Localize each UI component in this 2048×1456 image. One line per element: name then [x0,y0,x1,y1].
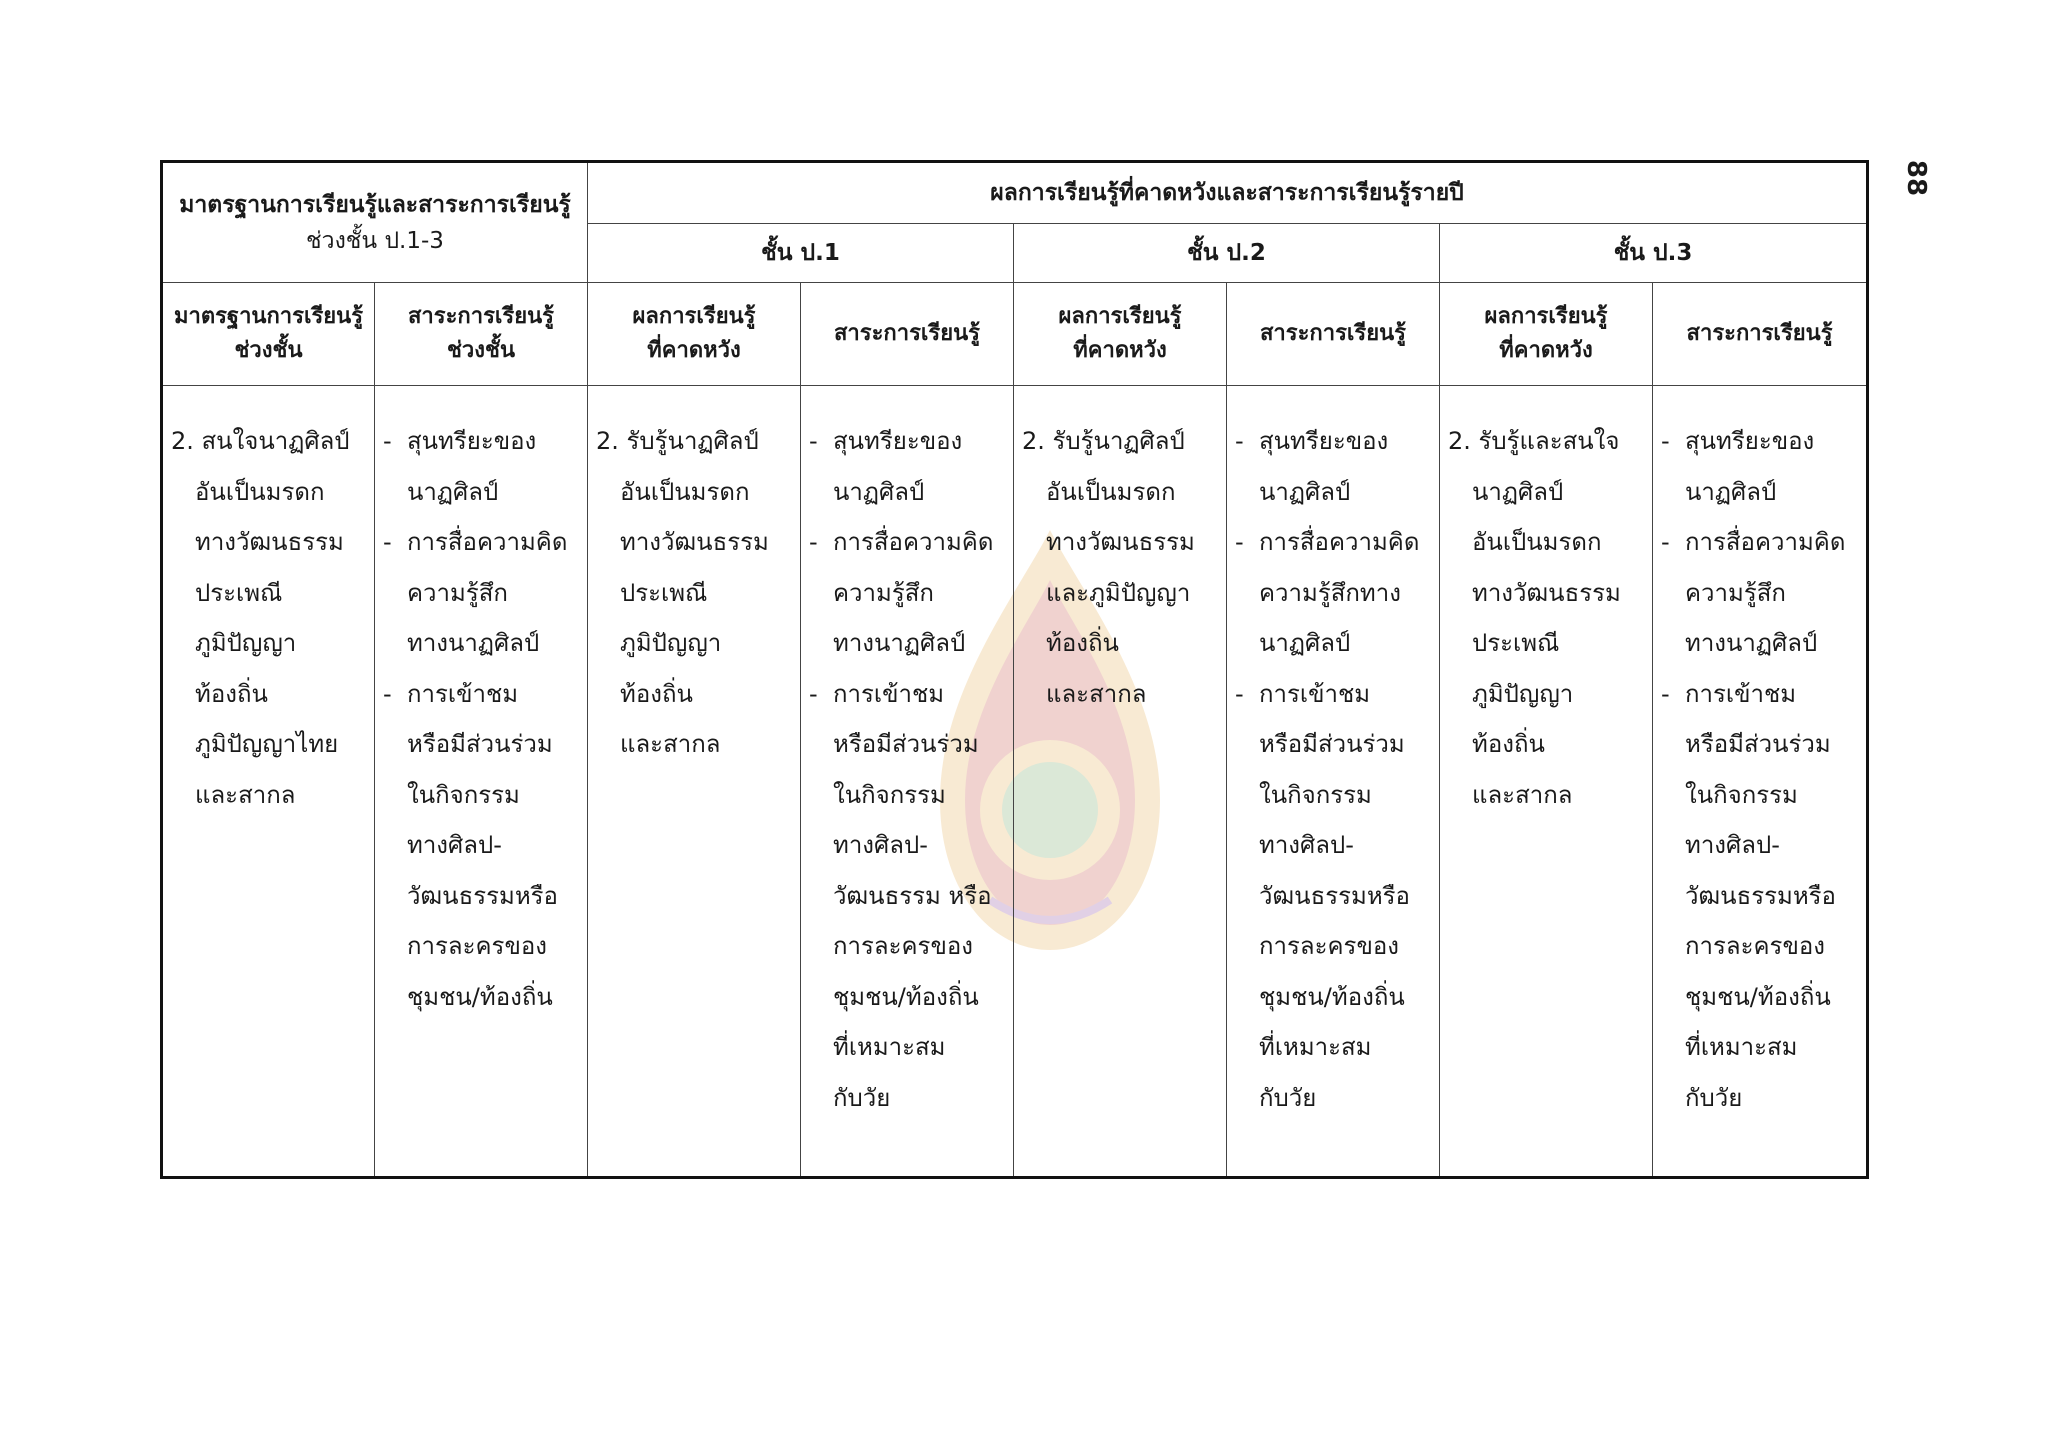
bullet-text: การสื่อความคิด [1685,528,1846,556]
bullet-continuation: วัฒนธรรม หรือ [833,881,992,910]
bullet-continuation: ชุมชน/ท้องถิ่น [407,982,553,1011]
bullet-continuation: หรือมีส่วนร่วม [407,730,553,758]
bullet-text: การเข้าชม [1259,679,1371,708]
text-line: อันเป็นมรดก [620,477,750,506]
item-heading: 2. สนใจนาฏศิลป์ [171,427,350,455]
bullet-continuation: นาฏศิลป์ [407,477,499,506]
subheader-p2-expected-line2: ที่คาดหวัง [1073,338,1167,363]
text-line: ประเพณี [1472,629,1560,657]
bullet-continuation: ทางนาฏศิลป์ [833,629,966,657]
subheader-p3-expected-line2: ที่คาดหวัง [1499,338,1593,363]
subheader-p2-expected [1014,283,1227,386]
bullet-continuation: การละครของ [407,932,547,960]
text-line: ทางวัฒนธรรม [620,528,769,556]
bullet-continuation: กับวัย [833,1083,891,1112]
bullet-text: การสื่อความคิด [833,528,994,556]
subheader-standard-line2: ช่วงชั้น [234,338,303,363]
cell-p3-expected [1440,386,1653,1178]
text-line: และสากล [1472,780,1573,809]
cell-p2-expected [1014,386,1227,1178]
subheader-p1-expected [588,283,801,386]
bullet-item [1235,517,1431,568]
text-line: ท้องถิ่น [620,679,693,708]
bullet-dash: - [809,679,818,708]
cell-p1-content [801,386,1014,1178]
bullet-continuation: ทางศิลป- [833,831,928,859]
bullet-dash: - [1661,427,1670,455]
text-line: ประเพณี [620,578,708,607]
subheader-content-range-line2: ช่วงชั้น [447,338,515,363]
text-line: ภูมิปัญญา [620,629,722,657]
cell-standard [162,386,375,1178]
bullet-dash: - [809,427,818,455]
cell-p2-content [1227,386,1440,1178]
bullet-item [1661,416,1858,467]
bullet-continuation: วัฒนธรรมหรือ [407,881,558,910]
bullet-item [1235,416,1431,467]
bullet-continuation: ในกิจกรรม [1259,780,1372,809]
bullet-text: การเข้าชม [1685,679,1797,708]
bullet-dash: - [383,528,392,556]
cell-p3-content [1653,386,1868,1178]
bullet-dash: - [1661,528,1670,556]
text-line: ท้องถิ่น [1046,629,1119,657]
cell-p1-expected [588,386,801,1178]
bullet-dash: - [809,528,818,556]
bullet-continuation: การละครของ [1259,932,1399,960]
text-line: อันเป็นมรดก [1046,477,1176,506]
bullet-continuation: ความรู้สึกทาง [1259,578,1401,607]
bullet-continuation: ชุมชน/ท้องถิ่น [1685,982,1831,1011]
bullet-continuation: การละครของ [1685,932,1825,960]
bullet-continuation: ที่เหมาะสม [1685,1033,1798,1061]
bullet-dash: - [1235,679,1244,708]
subheader-p1-content: สาระการเรียนรู้ [801,283,1014,386]
bullet-item [383,517,579,568]
subheader-p2-content: สาระการเรียนรู้ [1227,283,1440,386]
text-line: และสากล [195,780,296,809]
subheader-p1-expected-line1: ผลการเรียนรู้ [632,304,756,329]
header-grade-p1: ชั้น ป.1 [588,224,1014,283]
bullet-item [383,416,579,467]
bullet-item [809,669,1005,720]
bullet-item [809,416,1005,467]
bullet-continuation: ชุมชน/ท้องถิ่น [1259,982,1405,1011]
item-heading: 2. รับรู้นาฏศิลป์ [596,427,759,455]
bullet-continuation: การละครของ [833,932,973,960]
subheader-p3-expected [1440,283,1653,386]
text-line: ภูมิปัญญาไทย [195,730,339,758]
subheader-content-range-line1: สาระการเรียนรู้ [408,304,554,329]
bullet-dash: - [1661,679,1670,708]
bullet-continuation: วัฒนธรรมหรือ [1259,881,1410,910]
header-grade-p3: ชั้น ป.3 [1440,224,1868,283]
bullet-item [1661,517,1858,568]
bullet-continuation: ที่เหมาะสม [1259,1033,1372,1061]
bullet-continuation: ความรู้สึก [833,578,934,607]
bullet-continuation: ชุมชน/ท้องถิ่น [833,982,979,1011]
subheader-standard [162,283,375,386]
bullet-dash: - [1235,528,1244,556]
text-line: อันเป็นมรดก [195,477,325,506]
bullet-continuation: วัฒนธรรมหรือ [1685,881,1836,910]
subheader-p3-content: สาระการเรียนรู้ [1653,283,1868,386]
bullet-continuation: ในกิจกรรม [407,780,520,809]
bullet-continuation: นาฏศิลป์ [1259,629,1351,657]
bullet-dash: - [383,427,392,455]
bullet-continuation: หรือมีส่วนร่วม [1259,730,1405,758]
text-line: และสากล [620,730,721,758]
text-line: ภูมิปัญญา [195,629,297,657]
header-grade-p2: ชั้น ป.2 [1014,224,1440,283]
text-line: ภูมิปัญญา [1472,679,1574,708]
bullet-continuation: ที่เหมาะสม [833,1033,946,1061]
bullet-continuation: ทางนาฏศิลป์ [407,629,540,657]
bullet-item [1661,669,1858,720]
header-standards-title [162,162,588,283]
bullet-continuation: ความรู้สึก [1685,578,1786,607]
text-line: ประเพณี [195,578,283,607]
curriculum-table [160,160,1869,1179]
text-line: ทางวัฒนธรรม [1046,528,1195,556]
subheader-p3-expected-line1: ผลการเรียนรู้ [1484,304,1608,329]
cell-content-range [375,386,588,1178]
page-number: 88 [1901,159,1931,197]
subheader-standard-line1: มาตรฐานการเรียนรู้ [173,304,364,329]
bullet-continuation: หรือมีส่วนร่วม [833,730,979,758]
bullet-continuation: นาฏศิลป์ [1685,477,1777,506]
bullet-item [383,669,579,720]
bullet-continuation: นาฏศิลป์ [833,477,925,506]
bullet-item [1235,669,1431,720]
bullet-text: การเข้าชม [407,679,519,708]
item-heading: 2. รับรู้นาฏศิลป์ [1022,427,1185,455]
text-line: ท้องถิ่น [195,679,268,708]
bullet-text: การสื่อความคิด [1259,528,1420,556]
header-standards-title-line2: ช่วงชั้น ป.1-3 [306,227,444,254]
text-line: อันเป็นมรดก [1472,528,1602,556]
bullet-continuation: ทางนาฏศิลป์ [1685,629,1818,657]
text-line: และภูมิปัญญา [1046,578,1191,607]
text-line: และสากล [1046,679,1147,708]
subheader-p2-expected-line1: ผลการเรียนรู้ [1058,304,1182,329]
bullet-continuation: นาฏศิลป์ [1259,477,1351,506]
bullet-text: สุนทรียะของ [1685,427,1815,455]
item-heading: 2. รับรู้และสนใจ [1448,427,1620,455]
bullet-continuation: ทางศิลป- [407,831,502,859]
header-standards-title-line1: มาตรฐานการเรียนรู้และสาระการเรียนรู้ [179,191,571,218]
bullet-continuation: ทางศิลป- [1685,831,1780,859]
bullet-dash: - [1235,427,1244,455]
subheader-p1-expected-line2: ที่คาดหวัง [647,338,741,363]
bullet-item [809,517,1005,568]
text-line: นาฏศิลป์ [1472,477,1564,506]
bullet-continuation: หรือมีส่วนร่วม [1685,730,1831,758]
bullet-text: การสื่อความคิด [407,528,568,556]
text-line: ทางวัฒนธรรม [195,528,344,556]
header-yearly-title: ผลการเรียนรู้ที่คาดหวังและสาระการเรียนรู้รายปี [588,162,1868,224]
text-line: ทางวัฒนธรรม [1472,578,1621,607]
bullet-text: สุนทรียะของ [407,427,537,455]
bullet-continuation: กับวัย [1259,1083,1317,1112]
bullet-text: การเข้าชม [833,679,945,708]
subheader-content-range [375,283,588,386]
bullet-continuation: ในกิจกรรม [1685,780,1798,809]
bullet-continuation: ความรู้สึก [407,578,508,607]
bullet-continuation: กับวัย [1685,1083,1743,1112]
bullet-continuation: ในกิจกรรม [833,780,946,809]
text-line: ท้องถิ่น [1472,730,1545,758]
bullet-continuation: ทางศิลป- [1259,831,1354,859]
bullet-dash: - [383,679,392,708]
bullet-text: สุนทรียะของ [1259,427,1389,455]
bullet-text: สุนทรียะของ [833,427,963,455]
